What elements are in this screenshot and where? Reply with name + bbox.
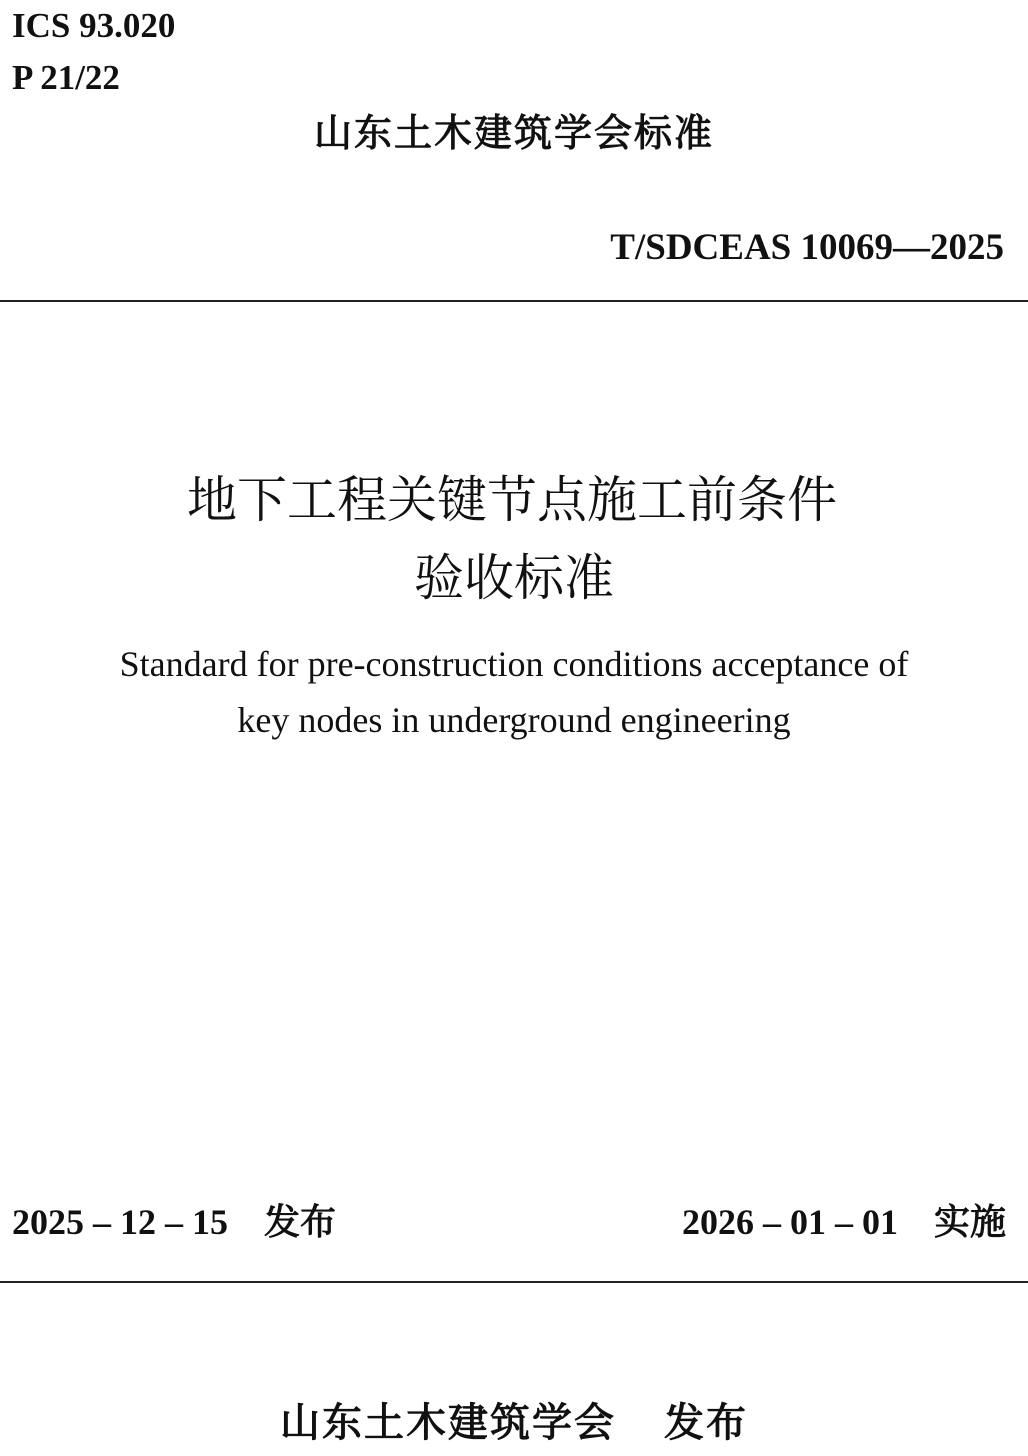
- bottom-divider: [0, 1281, 1028, 1283]
- title-chinese-line-2: 验收标准: [414, 550, 614, 606]
- classification-code: P 21/22: [12, 58, 120, 97]
- implementation-label: 实施: [933, 1202, 1006, 1243]
- standard-number: T/SDCEAS 10069—2025: [610, 227, 1004, 268]
- top-divider: [0, 300, 1028, 302]
- publisher-block: [0, 1398, 1028, 1448]
- title-chinese-line-1: 地下工程关键节点施工前条件: [187, 472, 837, 528]
- issue-label: 发布: [264, 1202, 337, 1243]
- issue-date-block: [12, 1198, 336, 1247]
- ics-code: ICS 93.020: [12, 6, 176, 45]
- publisher-name: 山东土木建筑学会: [280, 1400, 616, 1446]
- organization-standard-heading: 山东土木建筑学会标准: [313, 111, 714, 155]
- title-english-line-2: key nodes in underground engineering: [237, 700, 791, 740]
- issue-date: 2025 – 12 – 15: [12, 1202, 228, 1242]
- publish-label: 发布: [664, 1400, 748, 1446]
- implementation-date: 2026 – 01 – 01: [681, 1202, 898, 1242]
- implementation-date-block: [682, 1198, 1006, 1247]
- title-english-line-1: Standard for pre-construction conditions acceptance of: [119, 644, 909, 684]
